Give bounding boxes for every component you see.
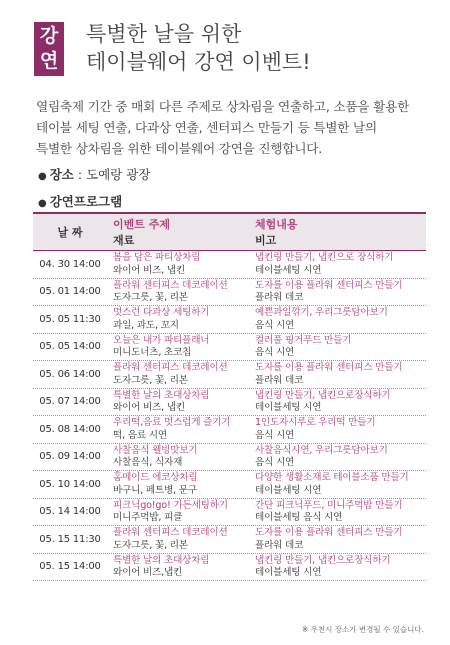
header-topic-col — [113, 217, 170, 249]
header-material: 재료 — [113, 234, 135, 247]
table-row — [33, 389, 426, 417]
row-material: 미니주먹밥, 피클 — [113, 512, 183, 523]
intro-line: 테이블 세팅 연출, 다과상 연출, 센터피스 만들기 등 특별한 날의 — [36, 120, 377, 135]
row-topic: 봄을 담은 파티상차림 — [113, 252, 201, 263]
table-row — [33, 499, 426, 527]
intro-paragraph — [36, 96, 448, 159]
table-row — [33, 361, 426, 389]
badge-char-1: 강 — [39, 25, 59, 47]
row-note: 테이블세팅 시연 — [255, 484, 322, 496]
row-date: 05. 15 14:00 — [39, 561, 101, 573]
row-material: 와이어 비즈,냅킨 — [113, 567, 183, 578]
row-material: 사찰음식, 식자재 — [113, 457, 183, 468]
row-experience: 도자를 이용 플라워 센터피스 만들기 — [255, 527, 403, 538]
row-material: 미니도너츠, 초코칩 — [113, 347, 192, 358]
row-experience: 예쁜과일깎기, 우리그릇담아보기 — [255, 307, 388, 318]
row-note: 테이블세팅 시연 — [255, 402, 322, 413]
program-table — [33, 212, 426, 581]
program-label: 강연프로그램 — [49, 194, 123, 209]
row-date: 05. 08 14:00 — [39, 423, 101, 435]
header-date: 날 짜 — [57, 226, 83, 239]
row-material: 도자그릇, 꽃, 리본 — [113, 374, 188, 386]
row-topic: 특별한 날의 초대상차림 — [113, 389, 210, 401]
row-material: 도자그릇, 꽃, 리본 — [113, 539, 188, 551]
row-experience: 간단 피크닉푸드, 미니주먹밥 만들기 — [255, 499, 403, 511]
page-title — [86, 20, 311, 76]
row-topic: 멋스런 다과상 세팅하기 — [113, 307, 210, 318]
row-material: 와이어 비즈, 냅킨 — [113, 402, 186, 413]
row-experience: 컬러풀 핑거푸드 만들기 — [255, 334, 352, 346]
venue-label: 장소 — [49, 167, 74, 182]
header-note: 비고 — [255, 234, 277, 247]
row-note: 음식 시연 — [255, 457, 295, 468]
table-row — [33, 554, 426, 582]
row-material: 와이어 비즈, 냅킨 — [113, 264, 186, 276]
row-topic: 우리떡,음료 멋스럽게 즐기기 — [113, 417, 231, 428]
row-topic: 플라워 센터피스 데코레이션 — [113, 362, 228, 373]
row-note: 플라워 데코 — [255, 374, 304, 386]
table-row — [33, 471, 426, 499]
row-note: 테이블세팅 시연 — [255, 567, 322, 578]
header-experience: 체험내용 — [255, 218, 298, 231]
row-date: 04. 30 14:00 — [39, 258, 101, 270]
row-experience: 도자를 이용 플라워 센터피스 만들기 — [255, 279, 403, 291]
program-heading — [38, 192, 122, 210]
row-topic: 피크닉go!go! 가든세팅하기 — [113, 499, 228, 511]
row-experience: 다양한 생활소재로 테이블소품 만들기 — [255, 472, 409, 483]
table-row — [33, 334, 426, 362]
row-experience: 도자를 이용 플라워 센터피스 만들기 — [255, 362, 403, 373]
table-row — [33, 526, 426, 554]
header-topic: 이벤트 주제 — [113, 218, 170, 231]
title-line-1: 특별한 날을 위한 — [86, 22, 242, 46]
title-line-2: 테이블웨어 강연 이벤트! — [86, 50, 311, 74]
row-note: 테이블세팅 음식 시연 — [255, 512, 343, 523]
row-date: 05. 09 14:00 — [39, 451, 101, 463]
row-material: 도자그릇, 꽃, 리본 — [113, 292, 188, 303]
row-topic: 플라워 센터피스 데코레이션 — [113, 279, 228, 291]
row-note: 음식 시연 — [255, 347, 295, 358]
bullet-icon: ● — [38, 198, 47, 209]
row-note: 음식 시연 — [255, 429, 295, 441]
table-row — [33, 444, 426, 472]
row-material: 과일, 과도, 꼬지 — [113, 319, 179, 331]
row-note: 플라워 데코 — [255, 539, 304, 551]
footnote: ※ 우천시 장소가 변경될 수 있습니다. — [301, 625, 424, 634]
row-date: 05. 01 14:00 — [39, 286, 101, 298]
row-topic: 플라워 센터피스 데코레이션 — [113, 527, 228, 538]
table-row — [33, 251, 426, 279]
row-date: 05. 06 14:00 — [39, 368, 101, 380]
intro-line: 열림축제 기간 중 매회 다른 주제로 상차림을 연출하고, 소품을 활용한 — [36, 99, 410, 114]
table-header — [33, 214, 426, 251]
venue-value: : 도예랑 광장 — [73, 167, 151, 182]
row-date: 05. 05 14:00 — [39, 341, 101, 353]
bullet-icon: ● — [38, 171, 47, 182]
row-date: 05. 05 11:30 — [39, 313, 101, 325]
row-date: 05. 10 14:00 — [39, 478, 101, 490]
table-body — [33, 251, 426, 581]
row-experience: 냅킨링 만들기, 냅킨으로장식하기 — [255, 389, 391, 401]
row-date: 05. 14 14:00 — [39, 506, 101, 518]
row-experience: 냅킨링 만들기, 냅킨으로장식하기 — [255, 554, 391, 566]
row-topic: 사찰음식 웰빙맛보기 — [113, 444, 198, 456]
header-experience-col — [255, 217, 298, 249]
row-material: 바구니, 페트병, 문구 — [113, 484, 197, 496]
row-experience: 냅킨링 만들기, 냅킨으로 장식하기 — [255, 252, 394, 263]
row-experience: 사찰음식시연, 우리그릇담아보기 — [255, 444, 388, 456]
table-row — [33, 306, 426, 334]
venue-info — [38, 165, 150, 183]
section-badge — [34, 22, 64, 76]
row-topic: 특별한 날의 초대상차림 — [113, 554, 210, 566]
row-topic: 홈메이드 에코상차림 — [113, 472, 198, 483]
row-note: 플라워 데코 — [255, 292, 304, 303]
row-note: 테이블세팅 시연 — [255, 264, 322, 276]
table-row — [33, 416, 426, 444]
intro-line: 특별한 상차림을 위한 테이블웨어 강연을 진행합니다. — [36, 141, 323, 156]
row-date: 05. 15 11:30 — [39, 533, 101, 545]
row-note: 음식 시연 — [255, 319, 295, 331]
row-topic: 오늘은 내가 파티플래너 — [113, 334, 210, 346]
row-date: 05. 07 14:00 — [39, 396, 101, 408]
table-row — [33, 279, 426, 307]
badge-char-2: 연 — [39, 50, 59, 72]
row-experience: 1인도자시루로 우리떡 만들기 — [255, 417, 376, 428]
row-material: 떡, 음료 시연 — [113, 429, 167, 441]
